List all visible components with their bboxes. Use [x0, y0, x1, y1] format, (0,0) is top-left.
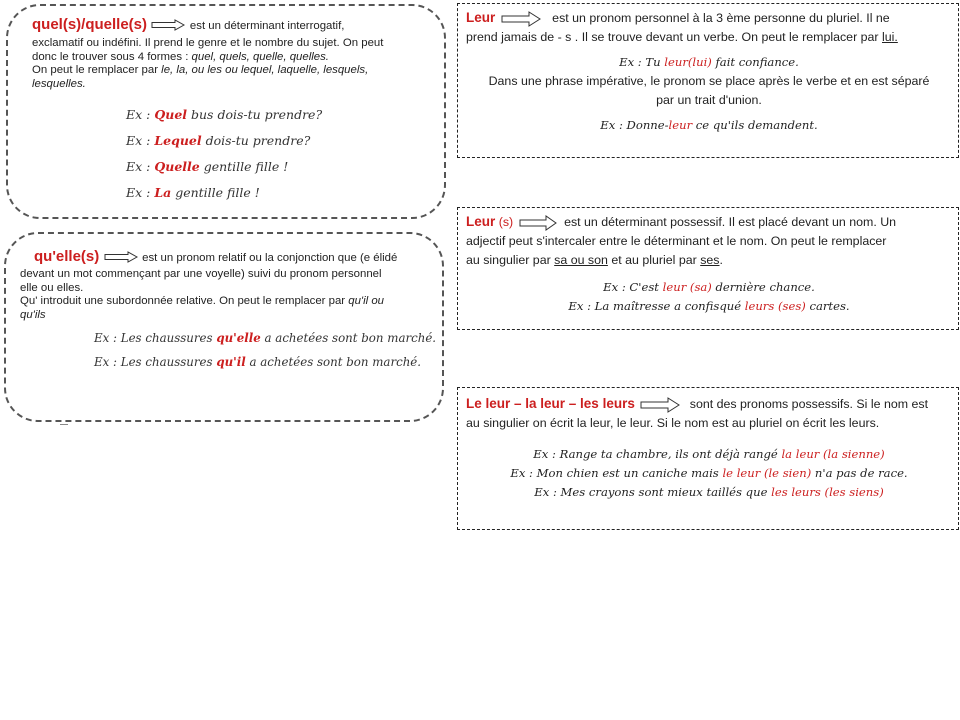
example-line: Ex : Quel bus dois-tu prendre?	[126, 107, 323, 122]
card1-title: quel(s)/quelle(s)	[32, 16, 148, 33]
card2-title: qu'elle(s)	[34, 248, 100, 265]
box2-l2: adjectif peut s'intercaler entre le déterminant et le nom. On peut le remplacer	[466, 234, 887, 248]
divider	[60, 424, 68, 425]
box-le-leur-pronoms-possessifs	[457, 387, 959, 530]
arrow-right-icon	[104, 251, 138, 263]
card1-repl: le, la, ou les ou lequel, laquelle, lesquels,	[161, 64, 369, 77]
card1-examples	[126, 102, 322, 206]
card2-header	[34, 248, 397, 266]
box2-title-s: (s)	[495, 215, 514, 229]
box2-l3-underlined: sa ou son	[554, 253, 608, 267]
arrow-right-icon	[501, 11, 541, 27]
box2-l1: est un déterminant possessif. Il est placé devant un nom. Un	[564, 215, 897, 229]
card2-desc4: Qu' introduit une subordonnée relative. On peut le remplacer par	[20, 295, 349, 308]
box2-ex2: Ex : La maîtresse a confisqué leurs (ses) cartes.	[568, 299, 850, 313]
example-line: Ex : Les chaussures qu'elle a achetées sont bon marché.	[94, 331, 437, 345]
card1-desc2: exclamatif ou indéfini. Il prend le genre et le nombre du sujet. On peut	[32, 37, 384, 49]
arrow-right-icon	[519, 215, 557, 231]
box1-l1: est un pronom personnel à la 3 ème personne du pluriel. Il ne	[552, 11, 890, 25]
box1-ex1: Ex : Tu leur(lui) fait confiance.	[619, 55, 799, 69]
card1-header	[32, 16, 344, 34]
card-quelles	[4, 232, 444, 422]
example-line: Ex : Quelle gentille fille !	[126, 159, 289, 174]
card2-body	[20, 268, 440, 322]
card1-forms: quel, quels, quelle, quelles.	[191, 50, 329, 63]
box3-ex2: Ex : Mon chien est un caniche mais le leur (le sien) n'a pas de race.	[510, 466, 908, 480]
box1-l2: prend jamais de - s . Il se trouve devant un verbe. On peut le remplacer par	[466, 30, 882, 44]
box3-l2: au singulier on écrit la leur, le leur. Si le nom est au pluriel on écrit les leurs.	[466, 416, 880, 430]
box3-ex3: Ex : Mes crayons sont mieux taillés que les leurs (les siens)	[534, 485, 884, 499]
box-leurs-determinant: Leur (s) est un déterminant possessif. Il est placé devant un nom. Un adjectif peut s'intercaler entre le déterminant et le nom. On peut le remplacer au singulier par sa ou son et au pluriel par ses. Ex : C'est leur (sa) dernière chance. Ex : La maîtresse a confisqué leurs (ses) cartes.	[457, 207, 959, 330]
box2-title: Leur	[466, 214, 496, 229]
card1-desc3: donc le trouver sous 4 formes :	[32, 50, 192, 63]
arrow-right-icon	[151, 19, 185, 31]
box3-title: Le leur – la leur – les leurs	[466, 396, 635, 411]
box2-l3-underlined2: ses	[700, 253, 720, 267]
card2-desc3: elle ou elles.	[20, 281, 84, 294]
example-line: Ex : La gentille fille !	[126, 185, 260, 200]
card1-repl2: lesquelles.	[32, 77, 86, 90]
example-line: Ex : Lequel dois-tu prendre?	[126, 133, 311, 148]
box2-l3: au singulier par	[466, 253, 555, 267]
arrow-right-icon	[640, 397, 680, 413]
box-leur-pronom	[457, 3, 959, 158]
card2-examples	[94, 326, 436, 374]
box3-l1: sont des pronoms possessifs. Si le nom est	[689, 397, 929, 411]
card1-desc1: est un déterminant interrogatif,	[189, 20, 345, 32]
box1-l3: Dans une phrase impérative, le pronom se place après le verbe et en est séparé	[488, 74, 930, 88]
example-line: Ex : Les chaussures qu'il a achetées sont bon marché.	[94, 355, 422, 369]
box1-l4: par un trait d'union.	[656, 93, 762, 107]
box1-title: Leur	[466, 10, 496, 25]
card2-desc1: est un pronom relatif ou la conjonction que (e élidé	[142, 252, 398, 264]
card1-desc4: On peut le remplacer par	[32, 64, 162, 77]
card2-repl2: qu'ils	[20, 308, 46, 321]
box3-ex1: Ex : Range ta chambre, ils ont déjà rangé la leur (la sienne)	[533, 447, 885, 461]
box1-l2-underlined: lui.	[882, 30, 898, 44]
card1-body	[32, 37, 432, 91]
card-quels-quelles	[6, 4, 446, 219]
card2-repl: qu'il ou	[348, 295, 385, 308]
box2-ex1: Ex : C'est leur (sa) dernière chance.	[603, 280, 815, 294]
card2-desc2: devant un mot commençant par une voyelle) suivi du pronom personnel	[20, 268, 382, 280]
box1-ex2: Ex : Donne-leur ce qu'ils demandent.	[600, 118, 818, 132]
